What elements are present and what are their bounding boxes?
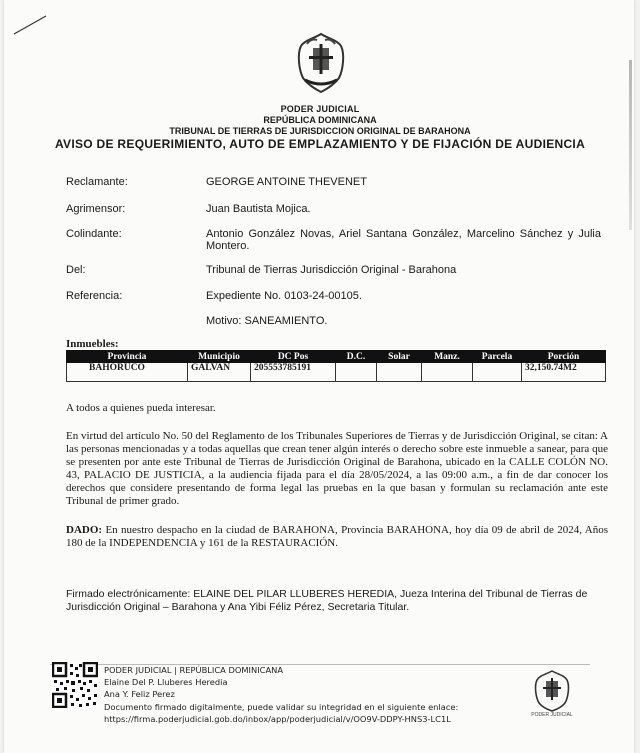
citation-paragraph: En virtud del artículo No. 50 del Reglamento de los Tribunales Superiores de Tierras y de Jurisdicción Original, se citan: A las personas mencionadas y a todas aquellas que crean tener algún interés o derecho sobre este inmueble a sanear, para que se presenten por ante este Tribunal de Tierras de Jurisdicción Original de Barahona, ubicado en la CALLE COLÓN NO. 43, PALACIO DE JUSTICIA, a la audiencia fijada para el día 28/05/2024, a las 09:00 a.m., a fin de dar conocer los derechos que considere presentando de forma legal las pruebas en la que basan y formulan su reclamación ante este Tribunal de primer grado. [66,430,608,507]
qr-code-icon [52,662,98,708]
pen-stroke-mark [12,10,50,38]
field-label-referencia: Referencia: [66,290,123,302]
field-value-agrimensor: Juan Bautista Mojica. [206,203,311,215]
cell-municipio: GALVAN [188,363,251,382]
col-header-porcion: Porción [522,351,606,363]
field-value-reclamante: GEORGE ANTOINE THEVENET [206,176,367,188]
col-header-dc: D.C. [336,351,377,363]
motivo-text: Motivo: SANEAMIENTO. [206,315,328,327]
col-header-manz: Manz. [422,351,473,363]
table-header-row [67,351,606,363]
signature-text: Firmado electrónicamente: ELAINE DEL PILAR LLUBERES HEREDIA, Jueza Interina del Tribunal de Tierras de Jurisdicción Original – Barahona y Ana Yibi Féliz Pérez, Secretaria Titular. [66,588,588,613]
field-label-del: Del: [66,264,86,276]
cell-dcpos: 205553785191 [251,363,336,382]
inmuebles-table [66,350,606,382]
verification-link[interactable]: https://firma.poderjudicial.gob.do/inbox/app/poderjudicial/v/OO9V-DDPY-HNS3-LC1L [104,714,451,724]
col-header-parcela: Parcela [473,351,522,363]
footer-signer-1: Elaine Del P. Lluberes Heredia [104,677,228,687]
cell-provincia: BAHORUCO [67,363,188,382]
coat-of-arms-icon [293,30,349,94]
col-header-dcpos: DC Pos [251,351,336,363]
footer-org: PODER JUDICIAL | REPÚBLICA DOMINICANA [104,665,284,675]
field-value-del: Tribunal de Tierras Jurisdicción Original - Barahona [206,264,457,276]
footer-signer-2: Ana Y. Feliz Perez [104,689,175,699]
col-header-provincia: Provincia [67,351,188,363]
field-value-colindante: Antonio González Novas, Ariel Santana González, Marcelino Sánchez y Julia Montero. [206,228,601,252]
cell-parcela [473,363,522,382]
header-line-3: TRIBUNAL DE TIERRAS DE JURISDICCION ORIGINAL DE BARAHONA [169,126,471,136]
field-label-agrimensor: Agrimensor: [66,203,126,215]
cell-manz [422,363,473,382]
field-value-referencia: Expediente No. 0103-24-00105. [206,290,362,302]
col-header-municipio: Municipio [188,351,251,363]
field-label-reclamante: Reclamante: [66,176,128,188]
header-line-1: PODER JUDICIAL [280,104,360,114]
document-title: AVISO DE REQUERIMIENTO, AUTO DE EMPLAZAMIENTO Y DE FIJACIÓN DE AUDIENCIA [54,137,586,151]
dado-label: DADO: [66,524,103,536]
seal-caption: PODER JUDICIAL [531,712,573,718]
footer-notice: Documento firmado digitalmente, puede validar su integridad en el siguiente enlace: [104,702,459,712]
dado-paragraph [66,524,608,550]
cell-dc [336,363,377,382]
dado-text: En nuestro despacho en la ciudad de BARAHONA, Provincia BARAHONA, hoy día 09 de abril de 2024, Años 180 de la INDEPENDENCIA y 161 de la RESTAURACIÓN. [66,524,608,549]
field-label-colindante: Colindante: [66,228,122,240]
greeting-text: A todos a quienes pueda interesar. [66,402,216,414]
header-line-2: REPÚBLICA DOMINICANA [263,115,377,125]
table-row [67,363,606,382]
cell-porcion: 32,150.74M2 [522,363,606,382]
col-header-solar: Solar [377,351,422,363]
inmuebles-title: Inmuebles: [66,338,119,350]
cell-solar [377,363,422,382]
seal-icon [532,668,572,712]
